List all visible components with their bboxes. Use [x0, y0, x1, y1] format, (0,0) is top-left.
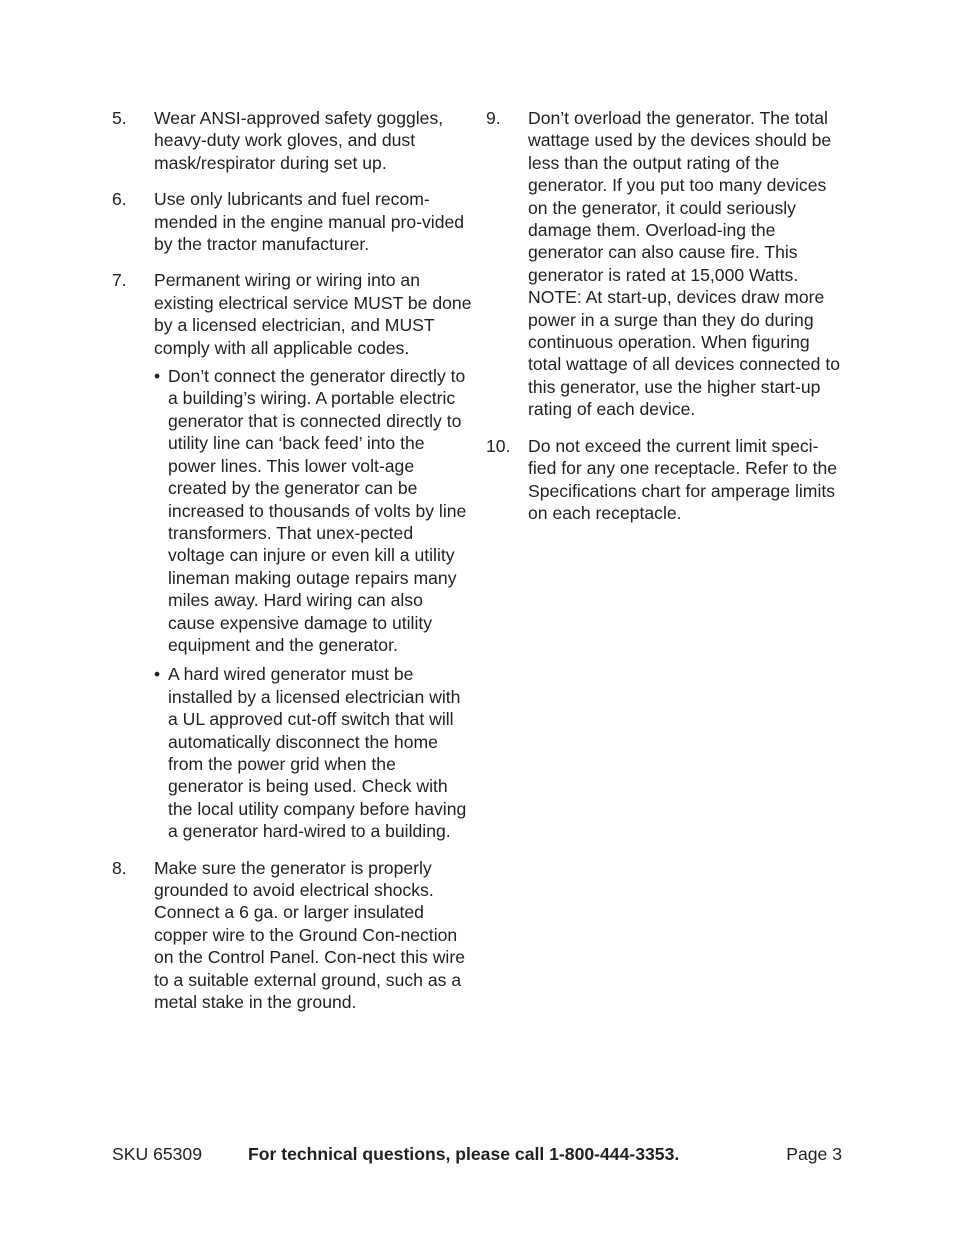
item-text: Wear ANSI-approved safety goggles, heavy-duty work gloves, and dust mask/respirator during set up. — [154, 108, 444, 173]
item-number: 9. — [486, 108, 501, 128]
item-number: 8. — [112, 857, 127, 878]
bullet-icon: • — [154, 366, 161, 387]
page-number: Page 3 — [786, 1144, 842, 1164]
item-number: 5. — [112, 108, 127, 128]
right-column — [486, 107, 846, 538]
tech-support-line: For technical questions, please call 1-800-444-3353. — [248, 1144, 680, 1164]
item-number: 10. — [486, 435, 511, 456]
bullet-text: Don’t connect the generator directly to a building’s wiring. A portable electric generator that is connected directly to utility line can ‘back feed’ into the power lines. This lower volt-age created by the generator can be increased to thousands of volts by line transformers. That unex-pected voltage can injure or even kill a utility lineman making outage repairs many miles away. Hard wiring can also cause expensive damage to utility equipment and the generator. — [168, 366, 467, 655]
list-item-9 — [486, 107, 846, 421]
item-text: Do not exceed the current limit speci-fied for any one receptacle. Refer to the Specifications chart for amperage limits on each receptacle. — [528, 435, 838, 523]
list-item-6 — [112, 188, 472, 255]
item-text: Use only lubricants and fuel recom-mended in the engine manual pro-vided by the tractor manufacturer. — [154, 189, 465, 255]
bullet-text: A hard wired generator must be installed by a licensed electrician with a UL approved cut-off switch that will automatically disconnect the home from the power grid when the generator is being used. Check with the local utility company before having a generator hard-wired to a building. — [168, 664, 467, 842]
item-text: Don’t overload the generator. The total wattage used by the devices should be less than the output rating of the generator. If you put too many devices on the generator, it could seriously damage them. Overload-ing the generator can also cause fire. This generator is rated at 15,000 Watts. NOTE: At start-up, devices draw more power in a surge than they do during continuous operation. When figuring total wattage of all devices connected to this generator, use the higher start-up rating of each device. — [528, 108, 840, 420]
sub-bullet-item — [154, 663, 472, 842]
item-text: Permanent wiring or wiring into an existing electrical service MUST be done by a licensed electrician, and MUST comply with all applicable codes. — [154, 270, 472, 358]
sub-bullet-item — [154, 365, 472, 656]
sku-label: SKU 65309 — [112, 1144, 202, 1164]
item-number: 6. — [112, 189, 127, 210]
bullet-icon: • — [154, 664, 161, 685]
list-item-7 — [112, 269, 472, 842]
list-item-5 — [112, 107, 472, 174]
item-text: Make sure the generator is properly grounded to avoid electrical shocks. Connect a 6 ga. or larger insulated copper wire to the Ground Con-nection on the Control Panel. Con-nect this wire to a suitable external ground, such as a metal stake in the ground. — [154, 857, 465, 1013]
item-number: 7. — [112, 270, 127, 291]
list-item-10 — [486, 435, 846, 525]
sub-bullet-list — [154, 365, 472, 843]
page-footer — [112, 1142, 842, 1166]
list-item-8 — [112, 857, 472, 1014]
left-column — [112, 107, 472, 1027]
